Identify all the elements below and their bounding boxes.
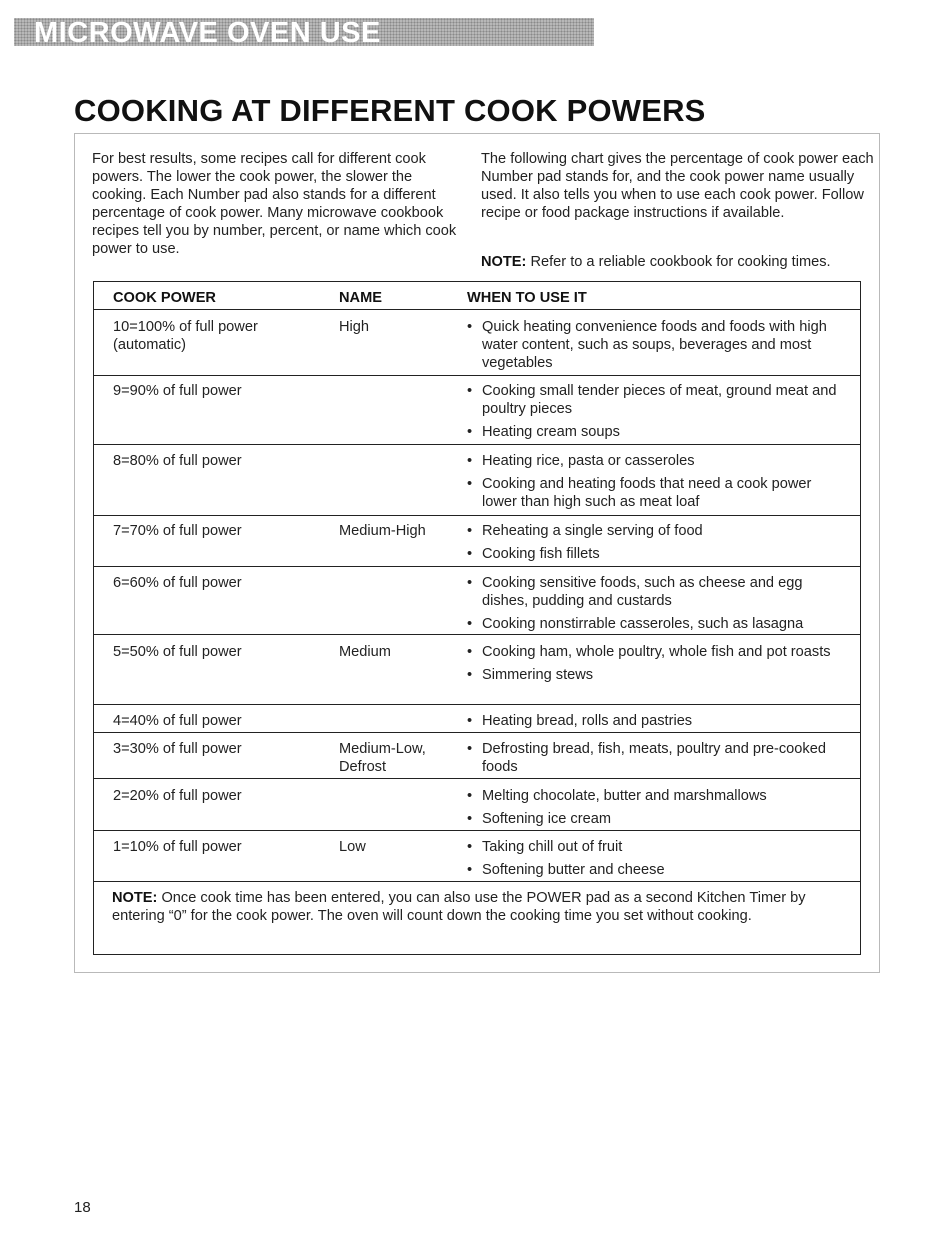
use-item: • Reheating a single serving of food: [467, 522, 847, 540]
use-item: • Taking chill out of fruit: [467, 838, 847, 856]
table-divider: [93, 778, 861, 779]
row-cook-power: 4=40% of full power: [113, 713, 242, 729]
use-item: • Melting chocolate, butter and marshmallows: [467, 787, 847, 805]
use-item: • Heating rice, pasta or casseroles: [467, 452, 847, 470]
table-divider: [93, 881, 861, 882]
intro-note: [481, 253, 876, 271]
use-item: • Softening butter and cheese: [467, 861, 847, 879]
section-banner: [14, 17, 594, 49]
page-title: COOKING AT DIFFERENT COOK POWERS: [74, 93, 706, 128]
use-item: • Heating bread, rolls and pastries: [467, 712, 847, 730]
row-cook-power: 10=100% of full power (automatic): [113, 319, 258, 353]
row-uses: [467, 318, 847, 377]
use-item: • Defrosting bread, fish, meats, poultry and pre-cooked foods: [467, 740, 847, 776]
row-cook-power: 3=30% of full power: [113, 741, 242, 757]
table-divider: [93, 515, 861, 516]
use-item: • Softening ice cream: [467, 810, 847, 828]
use-item: • Cooking sensitive foods, such as cheese and egg dishes, pudding and custards: [467, 574, 847, 610]
row-cook-power: 8=80% of full power: [113, 453, 242, 469]
row-uses: [467, 382, 847, 446]
use-item: • Cooking fish fillets: [467, 545, 847, 563]
row-name: Low: [339, 839, 366, 855]
row-uses: [467, 643, 847, 689]
row-cook-power: 7=70% of full power: [113, 523, 242, 539]
use-item: • Cooking and heating foods that need a cook power lower than high such as meat loaf: [467, 475, 847, 511]
row-uses: [467, 574, 847, 638]
row-cook-power: 2=20% of full power: [113, 788, 242, 804]
table-note-text: Once cook time has been entered, you can also use the POWER pad as a second Kitchen Timer by entering “0” for the cook power. The oven will count down the cooking time you set without cooking.: [112, 890, 806, 924]
use-item: • Simmering stews: [467, 666, 847, 684]
intro-note-text: Refer to a reliable cookbook for cooking times.: [526, 254, 831, 270]
table-divider: [93, 704, 861, 705]
intro-left-paragraph: For best results, some recipes call for different cook powers. The lower the cook power, the slower the cooking. Each Number pad also stands for a different percentage of cook power. Many microwave cookbook recipes tell you by number, percent, or name which cook power to use.: [92, 151, 457, 257]
table-divider: [93, 634, 861, 635]
row-uses: [467, 452, 847, 516]
row-cook-power: 6=60% of full power: [113, 575, 242, 591]
table-divider: [93, 732, 861, 733]
use-item: • Cooking small tender pieces of meat, ground meat and poultry pieces: [467, 382, 847, 418]
use-item: • Heating cream soups: [467, 423, 847, 441]
use-item: • Cooking nonstirrable casseroles, such as lasagna: [467, 615, 847, 633]
row-cook-power: 1=10% of full power: [113, 839, 242, 855]
table-note: [112, 889, 852, 925]
table-divider: [93, 830, 861, 831]
row-uses: [467, 838, 847, 884]
row-cook-power: 9=90% of full power: [113, 383, 242, 399]
header-cook-power: COOK POWER: [113, 290, 216, 306]
row-name: Medium-Low, Defrost: [339, 741, 426, 775]
row-name: High: [339, 319, 370, 335]
table-note-label: NOTE:: [112, 890, 158, 906]
use-item: • Quick heating convenience foods and foods with high water content, such as soups, beverages and most vegetables: [467, 318, 847, 372]
table-divider: [93, 375, 861, 376]
row-cook-power: 5=50% of full power: [113, 644, 242, 660]
intro-note-label: NOTE:: [481, 254, 527, 270]
use-item: • Cooking ham, whole poultry, whole fish and pot roasts: [467, 643, 847, 661]
table-divider: [93, 309, 861, 310]
section-banner-text: MICROWAVE OVEN USE: [34, 17, 381, 49]
table-divider: [93, 444, 861, 445]
page-number: 18: [74, 1199, 91, 1216]
row-uses: [467, 740, 847, 781]
row-uses: [467, 522, 847, 568]
header-when-to-use: WHEN TO USE IT: [467, 290, 587, 306]
intro-right-paragraph: The following chart gives the percentage of cook power each Number pad stands for, and the cook power name usually used. It also tells you when to use each cook power. Follow recipe or food package instructions if available.: [481, 151, 874, 221]
row-uses: [467, 787, 847, 833]
table-divider: [93, 566, 861, 567]
header-name: NAME: [339, 290, 382, 306]
row-name: Medium-High: [339, 523, 426, 539]
row-name: Medium: [339, 644, 391, 660]
